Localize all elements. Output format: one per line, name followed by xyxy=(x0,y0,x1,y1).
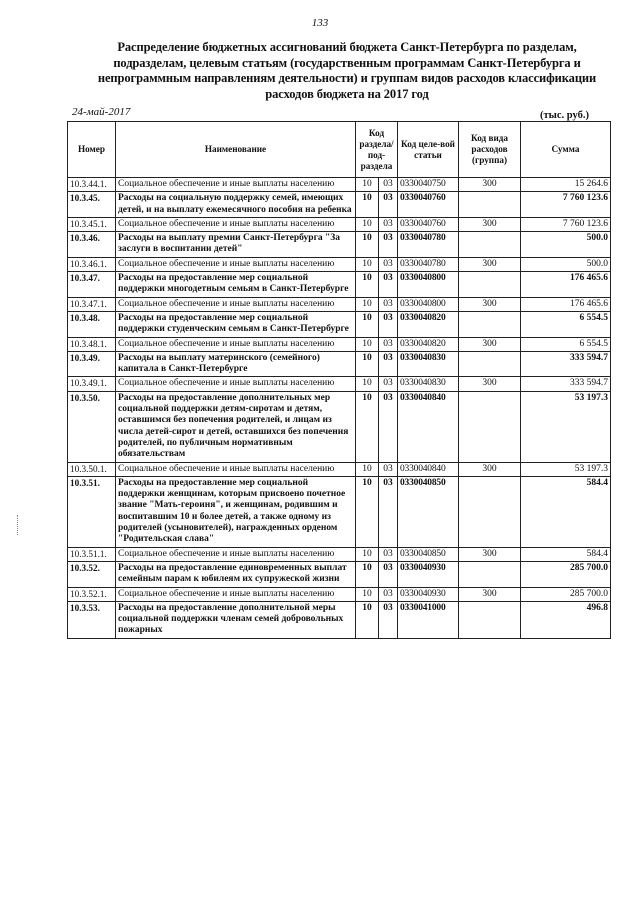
row-type-code xyxy=(459,561,521,587)
row-type-code: 300 xyxy=(459,257,521,271)
row-sum: 285 700.0 xyxy=(521,561,611,587)
row-target-code: 0330040780 xyxy=(398,232,459,258)
row-type-code xyxy=(459,601,521,638)
row-type-code: 300 xyxy=(459,587,521,601)
table-row xyxy=(68,391,611,462)
row-sum: 15 264.6 xyxy=(521,178,611,192)
page-number: 133 xyxy=(311,17,329,29)
header-type-code: Код вида расходов (группа) xyxy=(459,122,521,178)
row-name: Социальное обеспечение и иные выплаты населению xyxy=(116,217,356,231)
row-number: 10.3.47. xyxy=(68,272,116,298)
row-subsection-code: 03 xyxy=(379,257,398,271)
row-number: 10.3.53. xyxy=(68,601,116,638)
row-target-code: 0330040850 xyxy=(398,476,459,547)
header-name: Наименование xyxy=(116,122,356,178)
units-label: (тыс. руб.) xyxy=(540,110,589,121)
row-section-code: 10 xyxy=(356,561,379,587)
table-row xyxy=(68,476,611,547)
row-sum: 500.0 xyxy=(521,232,611,258)
row-sum: 7 760 123.6 xyxy=(521,217,611,231)
row-number: 10.3.49. xyxy=(68,351,116,377)
row-name: Расходы на социальную поддержку семей, имеющих детей, и на выплату ежемесячного пособия на ребенка xyxy=(116,192,356,218)
row-number: 10.3.51.1. xyxy=(68,547,116,561)
row-subsection-code: 03 xyxy=(379,217,398,231)
row-number: 10.3.48. xyxy=(68,311,116,337)
table-row xyxy=(68,297,611,311)
row-name: Расходы на предоставление дополнительной меры социальной поддержки членам семей добровольных пожарных xyxy=(116,601,356,638)
row-name: Расходы на выплату материнского (семейного) капитала в Санкт-Петербурге xyxy=(116,351,356,377)
row-number: 10.3.45. xyxy=(68,192,116,218)
row-section-code: 10 xyxy=(356,272,379,298)
row-section-code: 10 xyxy=(356,377,379,391)
row-section-code: 10 xyxy=(356,217,379,231)
row-target-code: 0330040930 xyxy=(398,561,459,587)
row-number: 10.3.50.1. xyxy=(68,462,116,476)
row-number: 10.3.48.1. xyxy=(68,337,116,351)
row-sum: 7 760 123.6 xyxy=(521,192,611,218)
row-type-code: 300 xyxy=(459,297,521,311)
table-row xyxy=(68,547,611,561)
table-row xyxy=(68,178,611,192)
header-section-code: Код раздела/ под-раздела xyxy=(356,122,398,178)
row-section-code: 10 xyxy=(356,476,379,547)
row-type-code xyxy=(459,476,521,547)
row-target-code: 0330040780 xyxy=(398,257,459,271)
row-target-code: 0330040750 xyxy=(398,178,459,192)
row-type-code: 300 xyxy=(459,178,521,192)
row-sum: 584.4 xyxy=(521,476,611,547)
row-number: 10.3.52.1. xyxy=(68,587,116,601)
row-target-code: 0330040840 xyxy=(398,462,459,476)
document-date: 24-май-2017 xyxy=(72,106,131,118)
header-number: Номер xyxy=(68,122,116,178)
row-subsection-code: 03 xyxy=(379,337,398,351)
row-type-code xyxy=(459,311,521,337)
row-sum: 500.0 xyxy=(521,257,611,271)
row-sum: 53 197.3 xyxy=(521,462,611,476)
table-row xyxy=(68,377,611,391)
row-subsection-code: 03 xyxy=(379,561,398,587)
row-subsection-code: 03 xyxy=(379,351,398,377)
row-section-code: 10 xyxy=(356,337,379,351)
row-sum: 176 465.6 xyxy=(521,272,611,298)
row-sum: 285 700.0 xyxy=(521,587,611,601)
row-target-code: 0330040840 xyxy=(398,391,459,462)
row-name: Расходы на предоставление единовременных выплат семейным парам к юбилеям их супружеской жизни xyxy=(116,561,356,587)
row-name: Социальное обеспечение и иные выплаты населению xyxy=(116,257,356,271)
row-name: Социальное обеспечение и иные выплаты населению xyxy=(116,547,356,561)
header-sum: Сумма xyxy=(521,122,611,178)
table-row xyxy=(68,351,611,377)
row-type-code xyxy=(459,351,521,377)
row-section-code: 10 xyxy=(356,462,379,476)
row-number: 10.3.52. xyxy=(68,561,116,587)
row-target-code: 0330040800 xyxy=(398,272,459,298)
row-target-code: 0330040820 xyxy=(398,337,459,351)
row-subsection-code: 03 xyxy=(379,587,398,601)
row-sum: 6 554.5 xyxy=(521,311,611,337)
row-sum: 333 594.7 xyxy=(521,351,611,377)
row-name: Социальное обеспечение и иные выплаты населению xyxy=(116,178,356,192)
row-target-code: 0330040760 xyxy=(398,192,459,218)
row-type-code: 300 xyxy=(459,547,521,561)
table-row xyxy=(68,257,611,271)
row-subsection-code: 03 xyxy=(379,178,398,192)
row-type-code: 300 xyxy=(459,337,521,351)
row-name: Социальное обеспечение и иные выплаты населению xyxy=(116,377,356,391)
table-row xyxy=(68,272,611,298)
row-sum: 6 554.5 xyxy=(521,337,611,351)
row-number: 10.3.45.1. xyxy=(68,217,116,231)
row-sum: 333 594.7 xyxy=(521,377,611,391)
table-row xyxy=(68,601,611,638)
table-row xyxy=(68,217,611,231)
row-subsection-code: 03 xyxy=(379,297,398,311)
row-number: 10.3.51. xyxy=(68,476,116,547)
row-section-code: 10 xyxy=(356,391,379,462)
table-row xyxy=(68,192,611,218)
row-target-code: 0330040760 xyxy=(398,217,459,231)
row-subsection-code: 03 xyxy=(379,377,398,391)
table-row xyxy=(68,587,611,601)
table-header-row xyxy=(68,122,611,178)
row-sum: 496.8 xyxy=(521,601,611,638)
row-section-code: 10 xyxy=(356,178,379,192)
row-number: 10.3.46.1. xyxy=(68,257,116,271)
row-subsection-code: 03 xyxy=(379,311,398,337)
row-type-code xyxy=(459,272,521,298)
row-name: Расходы на предоставление мер социальной поддержки женщинам, которым присвоено почетное звание "Мать-героиня", и женщинам, родившим и воспитавшим 10 и более детей, а также одному из родителей (усыновителей), награжденных орденом "Родительская слава" xyxy=(116,476,356,547)
row-section-code: 10 xyxy=(356,351,379,377)
row-subsection-code: 03 xyxy=(379,547,398,561)
row-name: Расходы на предоставление мер социальной поддержки многодетным семьям в Санкт-Петербурге xyxy=(116,272,356,298)
row-sum: 53 197.3 xyxy=(521,391,611,462)
row-type-code: 300 xyxy=(459,462,521,476)
row-sum: 584.4 xyxy=(521,547,611,561)
budget-table xyxy=(67,121,611,639)
row-section-code: 10 xyxy=(356,232,379,258)
row-target-code: 0330040850 xyxy=(398,547,459,561)
table-row xyxy=(68,337,611,351)
row-type-code xyxy=(459,192,521,218)
margin-scan-mark xyxy=(17,515,22,535)
row-name: Социальное обеспечение и иные выплаты населению xyxy=(116,337,356,351)
budget-table-body xyxy=(68,178,611,639)
table-row xyxy=(68,462,611,476)
row-name: Расходы на предоставление дополнительных мер социальной поддержки детям-сиротам и детям, оставшимся без попечения родителей, и лицам из числа детей-сирот и детей, оставшихся без попечения родителей, по публичным нормативным обязательствам xyxy=(116,391,356,462)
row-name: Социальное обеспечение и иные выплаты населению xyxy=(116,297,356,311)
row-name: Расходы на выплату премии Санкт-Петербурга "За заслуги в воспитании детей" xyxy=(116,232,356,258)
row-number: 10.3.47.1. xyxy=(68,297,116,311)
row-name: Расходы на предоставление мер социальной поддержки студенческим семьям в Санкт-Петербурге xyxy=(116,311,356,337)
row-target-code: 0330040930 xyxy=(398,587,459,601)
row-target-code: 0330040800 xyxy=(398,297,459,311)
row-section-code: 10 xyxy=(356,587,379,601)
row-name: Социальное обеспечение и иные выплаты населению xyxy=(116,587,356,601)
row-section-code: 10 xyxy=(356,311,379,337)
document-title: Распределение бюджетных ассигнований бюджета Санкт-Петербурга по разделам, подразделам, целевым статьям (государственным программам Санкт-Петербурга и непрограммным направлениям деятельности) и группам видов расходов классификации расходов бюджета на 2017 год xyxy=(97,40,597,101)
row-target-code: 0330040830 xyxy=(398,377,459,391)
row-section-code: 10 xyxy=(356,547,379,561)
row-type-code: 300 xyxy=(459,377,521,391)
row-subsection-code: 03 xyxy=(379,476,398,547)
row-subsection-code: 03 xyxy=(379,272,398,298)
table-row xyxy=(68,311,611,337)
table-row xyxy=(68,232,611,258)
table-row xyxy=(68,561,611,587)
row-target-code: 0330040820 xyxy=(398,311,459,337)
row-subsection-code: 03 xyxy=(379,391,398,462)
row-subsection-code: 03 xyxy=(379,462,398,476)
row-type-code xyxy=(459,232,521,258)
row-number: 10.3.44.1. xyxy=(68,178,116,192)
row-sum: 176 465.6 xyxy=(521,297,611,311)
row-section-code: 10 xyxy=(356,297,379,311)
row-subsection-code: 03 xyxy=(379,192,398,218)
row-section-code: 10 xyxy=(356,257,379,271)
row-number: 10.3.49.1. xyxy=(68,377,116,391)
row-number: 10.3.46. xyxy=(68,232,116,258)
header-target-code: Код целе-вой статьи xyxy=(398,122,459,178)
row-section-code: 10 xyxy=(356,601,379,638)
row-section-code: 10 xyxy=(356,192,379,218)
row-number: 10.3.50. xyxy=(68,391,116,462)
row-target-code: 0330040830 xyxy=(398,351,459,377)
row-subsection-code: 03 xyxy=(379,601,398,638)
row-name: Социальное обеспечение и иные выплаты населению xyxy=(116,462,356,476)
row-type-code: 300 xyxy=(459,217,521,231)
row-subsection-code: 03 xyxy=(379,232,398,258)
row-type-code xyxy=(459,391,521,462)
row-target-code: 0330041000 xyxy=(398,601,459,638)
